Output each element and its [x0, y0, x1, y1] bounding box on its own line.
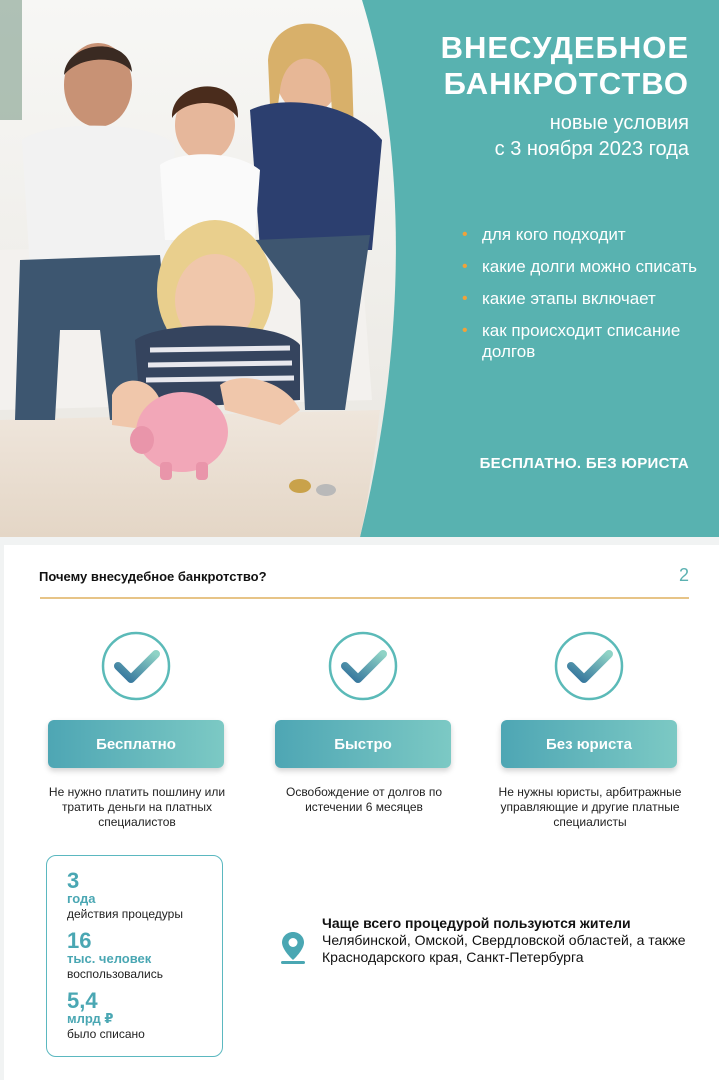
bullet-text: какие долги можно списать: [482, 257, 698, 276]
regions-lead: Чаще всего процедурой пользуются жители: [322, 915, 631, 931]
stats-card: [46, 855, 223, 1057]
benefits-slide: [4, 545, 719, 1080]
cover-title: [441, 30, 689, 102]
stat-item: [67, 990, 222, 1042]
stat-desc: было списано: [67, 1027, 145, 1041]
feature-label-fast: Быстро: [275, 720, 451, 768]
cover-bullet-list: [460, 224, 705, 373]
bullet-item: [460, 224, 705, 245]
regions-text: [322, 915, 692, 966]
stat-number: 5,4: [67, 988, 98, 1013]
cover-subtitle-line2: с 3 ноября 2023 года: [494, 138, 689, 160]
feature-desc-free: Не нужно платить пошлину или тратить деньги на платных специалистов: [48, 785, 226, 829]
feature-desc-fast: Освобождение от долгов по истечении 6 месяцев: [285, 785, 443, 814]
bullet-dot-icon: •: [462, 226, 468, 243]
cover-subtitle: [495, 110, 689, 162]
bullet-item: [460, 288, 705, 309]
stat-desc: действия процедуры: [67, 907, 183, 921]
cover-title-line2: БАНКРОТСТВО: [443, 66, 689, 101]
check-icon: [553, 630, 625, 702]
bullet-dot-icon: •: [462, 258, 468, 275]
feature-desc-no-lawyer: Не нужны юристы, арбитражные управляющие и другие платные специалисты: [498, 785, 682, 829]
bullet-text: для кого подходит: [482, 225, 626, 244]
stat-unit: тыс. человек: [67, 951, 152, 966]
regions-list: Челябинской, Омской, Свердловской областей, а также Краснодарского края, Санкт-Петербурга: [322, 932, 686, 965]
feature-label-no-lawyer: Без юриста: [501, 720, 677, 768]
check-icon: [100, 630, 172, 702]
location-pin-icon: [280, 930, 306, 964]
cover-footer-tagline: БЕСПЛАТНО. БЕЗ ЮРИСТА: [479, 455, 689, 472]
cover-subtitle-line1: новые условия: [549, 112, 689, 134]
feature-label-free: Бесплатно: [48, 720, 224, 768]
bullet-dot-icon: •: [462, 290, 468, 307]
stat-number: 16: [67, 928, 92, 953]
check-icon: [327, 630, 399, 702]
stat-desc: воспользовались: [67, 967, 163, 981]
cover-slide: [0, 0, 719, 537]
bullet-dot-icon: •: [462, 322, 468, 339]
bullet-text: какие этапы включает: [482, 289, 656, 308]
bullet-item: [460, 256, 705, 277]
bullet-text: как происходит списание долгов: [482, 321, 681, 361]
stat-item: [67, 870, 222, 922]
page-number: 2: [678, 565, 689, 585]
stat-unit: года: [67, 891, 96, 906]
heading-divider: [40, 597, 689, 599]
stat-unit: млрд ₽: [67, 1011, 114, 1026]
stat-number: 3: [67, 868, 80, 893]
slide-heading: Почему внесудебное банкротство?: [39, 569, 267, 584]
stat-item: [67, 930, 222, 982]
cover-title-line1: ВНЕСУДЕБНОЕ: [440, 30, 689, 65]
bullet-item: [460, 320, 705, 362]
